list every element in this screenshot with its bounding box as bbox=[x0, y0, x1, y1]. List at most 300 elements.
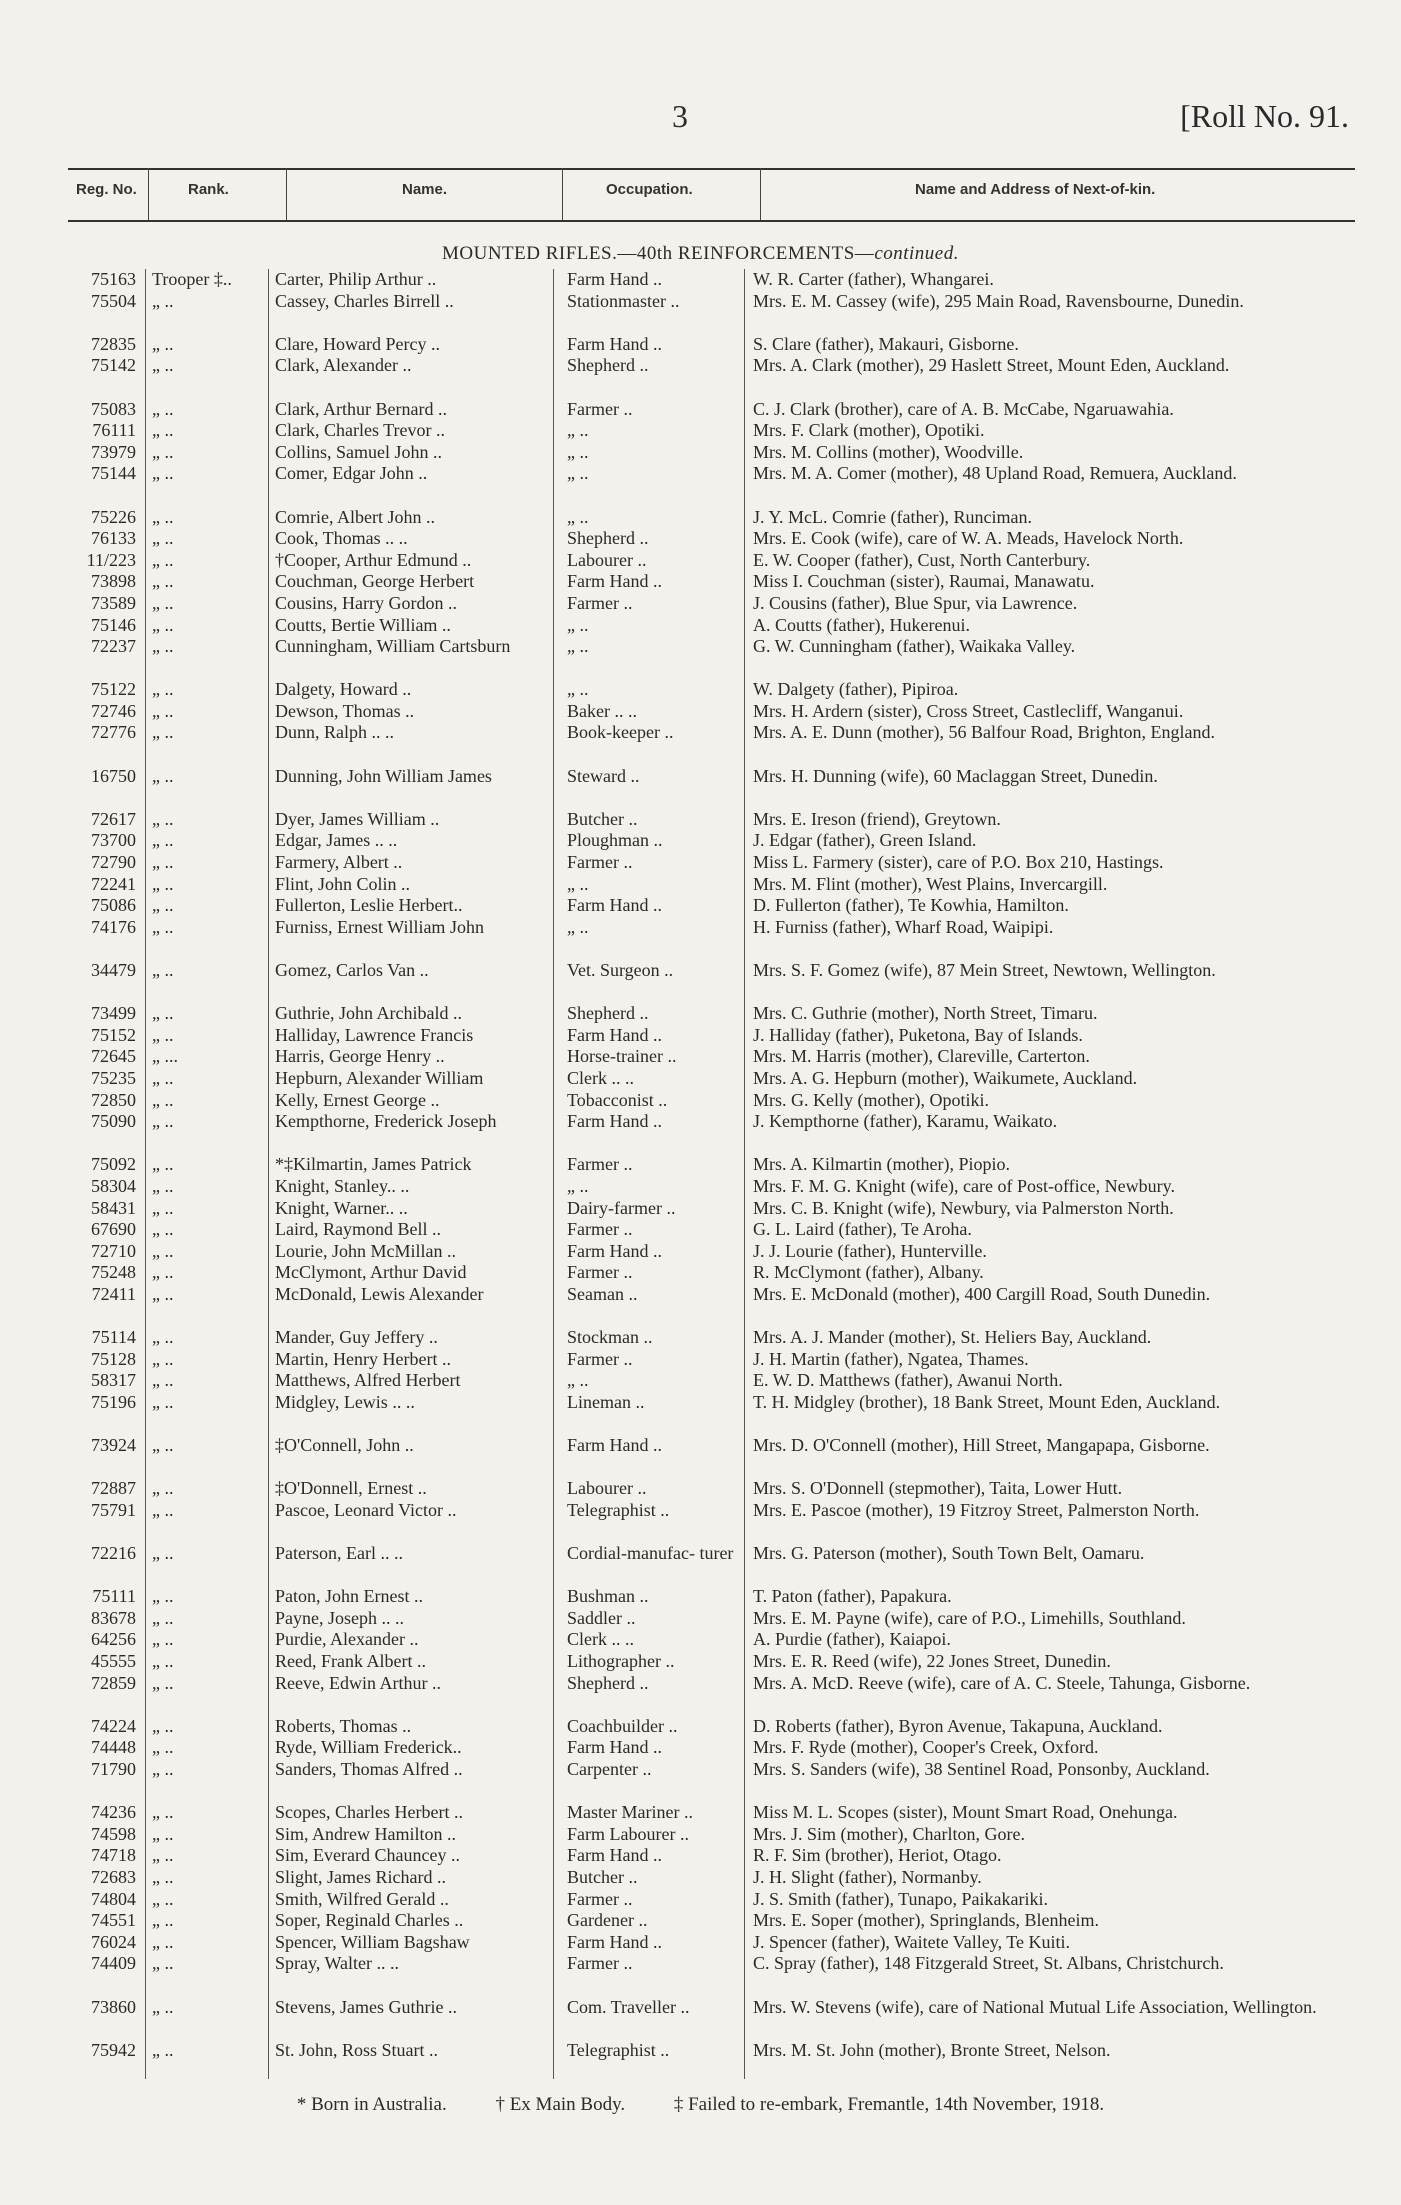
table-row bbox=[0, 420, 1401, 442]
reg-number: 73898 bbox=[91, 571, 136, 592]
next-of-kin: J. Edgar (father), Green Island. bbox=[753, 830, 977, 851]
table-row bbox=[0, 1953, 1401, 1996]
occupation: Cordial-manufac- turer bbox=[567, 1543, 734, 1564]
rank: „ .. bbox=[152, 830, 174, 851]
next-of-kin: Mrs. E. Ireson (friend), Greytown. bbox=[753, 808, 1001, 829]
table-row bbox=[0, 1651, 1401, 1673]
soldier-name: Cassey, Charles Birrell .. bbox=[275, 290, 454, 311]
rank: „ .. bbox=[152, 1197, 174, 1218]
table-row bbox=[0, 809, 1401, 831]
table-row bbox=[0, 1500, 1401, 1543]
reg-number: 75092 bbox=[91, 1154, 136, 1175]
reg-number: 75142 bbox=[91, 355, 136, 376]
occupation: Farm Hand .. bbox=[567, 1111, 662, 1132]
reg-number: 75791 bbox=[91, 1499, 136, 1520]
soldier-name: Hepburn, Alexander William bbox=[275, 1067, 484, 1088]
soldier-name: ‡O'Connell, John .. bbox=[275, 1435, 414, 1456]
reg-number: 75114 bbox=[91, 1327, 136, 1348]
rank: „ .. bbox=[152, 592, 174, 613]
table-row bbox=[0, 507, 1401, 529]
rank: „ .. bbox=[152, 1823, 174, 1844]
table-row bbox=[0, 895, 1401, 917]
soldier-name: Clark, Arthur Bernard .. bbox=[275, 398, 447, 419]
next-of-kin: A. Coutts (father), Hukerenui. bbox=[753, 614, 970, 635]
occupation: Telegraphist .. bbox=[567, 1499, 670, 1520]
occupation: Carpenter .. bbox=[567, 1758, 652, 1779]
occupation: Book-keeper .. bbox=[567, 722, 674, 743]
reg-number: 71790 bbox=[91, 1758, 136, 1779]
rank: „ .. bbox=[152, 1067, 174, 1088]
next-of-kin: Mrs. G. Kelly (mother), Opotiki. bbox=[753, 1089, 989, 1110]
next-of-kin: Mrs. E. Pascoe (mother), 19 Fitzroy Street, Palmerston North. bbox=[753, 1499, 1200, 1520]
table-row bbox=[0, 1910, 1401, 1932]
table-row bbox=[0, 1392, 1401, 1435]
reg-number: 75111 bbox=[92, 1586, 136, 1607]
rank: „ .. bbox=[152, 1651, 174, 1671]
occupation: Farm Hand .. bbox=[567, 333, 662, 354]
table-row bbox=[0, 355, 1401, 398]
rank: „ .. bbox=[152, 1175, 174, 1196]
reg-number: 72645 bbox=[91, 1046, 136, 1067]
occupation: Shepherd .. bbox=[567, 1672, 649, 1693]
header-reg-no: Reg. No. bbox=[76, 181, 137, 198]
table-row bbox=[0, 1867, 1401, 1889]
rank: „ .. bbox=[152, 700, 174, 721]
reg-number: 72887 bbox=[91, 1478, 136, 1499]
occupation: Horse-trainer .. bbox=[567, 1046, 677, 1067]
reg-number: 75504 bbox=[91, 290, 136, 311]
soldier-name: Dewson, Thomas .. bbox=[275, 700, 415, 721]
soldier-name: Flint, John Colin .. bbox=[275, 873, 411, 894]
rank: „ .. bbox=[152, 441, 174, 462]
next-of-kin: J. Cousins (father), Blue Spur, via Lawrence. bbox=[753, 592, 1078, 613]
reg-number: 72237 bbox=[91, 636, 136, 657]
next-of-kin: Mrs. F. Clark (mother), Opotiki. bbox=[753, 420, 985, 441]
next-of-kin: Mrs. M. Flint (mother), West Plains, Invercargill. bbox=[753, 873, 1108, 894]
next-of-kin: Mrs. M. Harris (mother), Clareville, Carterton. bbox=[753, 1046, 1090, 1067]
next-of-kin: Mrs. C. Guthrie (mother), North Street, Timaru. bbox=[753, 1003, 1098, 1024]
table-row bbox=[0, 399, 1401, 421]
next-of-kin: Miss L. Farmery (sister), care of P.O. Box 210, Hastings. bbox=[753, 852, 1164, 873]
table-row bbox=[0, 593, 1401, 615]
rank: „ .. bbox=[152, 1715, 174, 1736]
soldier-name: Harris, George Henry .. bbox=[275, 1046, 445, 1067]
rank: „ .. bbox=[152, 895, 174, 916]
table-row bbox=[0, 550, 1401, 572]
reg-number: 72216 bbox=[91, 1543, 136, 1564]
occupation: Saddler .. bbox=[567, 1607, 636, 1628]
rank: „ .. bbox=[152, 1737, 174, 1758]
soldier-name: Mander, Guy Jeffery .. bbox=[275, 1327, 438, 1348]
occupation: Farm Hand .. bbox=[567, 269, 662, 289]
reg-number: 75248 bbox=[91, 1262, 136, 1283]
rank: „ .. bbox=[152, 1478, 174, 1499]
header-name: Name. bbox=[402, 181, 448, 198]
soldier-name: Roberts, Thomas .. bbox=[275, 1715, 412, 1736]
footnotes bbox=[0, 2094, 1401, 2116]
next-of-kin: D. Roberts (father), Byron Avenue, Takapuna, Auckland. bbox=[753, 1715, 1163, 1736]
soldier-name: Sim, Everard Chauncey .. bbox=[275, 1845, 460, 1866]
table-row bbox=[0, 1629, 1401, 1651]
occupation: Dairy-farmer .. bbox=[567, 1197, 676, 1218]
next-of-kin: J. H. Martin (father), Ngatea, Thames. bbox=[753, 1348, 1029, 1369]
reg-number: 74448 bbox=[91, 1737, 136, 1758]
soldier-name: Midgley, Lewis .. .. bbox=[275, 1391, 415, 1412]
rank: „ .. bbox=[152, 916, 174, 937]
reg-number: 74804 bbox=[91, 1888, 136, 1909]
rank: „ .. bbox=[152, 1327, 174, 1348]
table-row bbox=[0, 1543, 1401, 1586]
occupation: Vet. Surgeon .. bbox=[567, 960, 674, 980]
next-of-kin: T. Paton (father), Papakura. bbox=[753, 1586, 952, 1607]
occupation: Coachbuilder .. bbox=[567, 1715, 678, 1736]
reg-number: 16750 bbox=[91, 765, 136, 786]
occupation: Clerk .. .. bbox=[567, 1067, 634, 1088]
rank: „ .. bbox=[152, 765, 174, 786]
occupation: Labourer .. bbox=[567, 1478, 647, 1499]
reg-number: 72746 bbox=[91, 700, 136, 721]
soldier-name: Pascoe, Leonard Victor .. bbox=[275, 1499, 457, 1520]
table-row bbox=[0, 2040, 1401, 2062]
next-of-kin: H. Furniss (father), Wharf Road, Waipipi. bbox=[753, 916, 1054, 937]
soldier-name: Dunning, John William James bbox=[275, 765, 492, 786]
reg-number: 75086 bbox=[91, 895, 136, 916]
reg-number: 75122 bbox=[91, 679, 136, 700]
header-occupation: Occupation. bbox=[606, 181, 693, 198]
next-of-kin: J. S. Smith (father), Tunapo, Paikakariki. bbox=[753, 1888, 1048, 1909]
soldier-name: Matthews, Alfred Herbert bbox=[275, 1370, 461, 1391]
reg-number: 58317 bbox=[91, 1370, 136, 1391]
rank: „ .. bbox=[152, 1391, 174, 1412]
reg-number: 75152 bbox=[91, 1024, 136, 1045]
soldier-name: Cousins, Harry Gordon .. bbox=[275, 592, 457, 613]
table-row bbox=[0, 1327, 1401, 1349]
table-row bbox=[0, 463, 1401, 506]
reg-number: 75163 bbox=[91, 269, 136, 289]
next-of-kin: Mrs. A. G. Hepburn (mother), Waikumete, Auckland. bbox=[753, 1067, 1138, 1088]
soldier-name: Cunningham, William Cartsburn bbox=[275, 636, 511, 657]
soldier-name: †Cooper, Arthur Edmund .. bbox=[275, 549, 472, 570]
soldier-name: Guthrie, John Archibald .. bbox=[275, 1003, 462, 1024]
next-of-kin: Mrs. H. Dunning (wife), 60 Maclaggan Street, Dunedin. bbox=[753, 765, 1158, 786]
next-of-kin: Mrs. M. Collins (mother), Woodville. bbox=[753, 441, 1024, 462]
rank: „ .. bbox=[152, 1262, 174, 1283]
rank: „ .. bbox=[152, 1283, 174, 1304]
section-title-continued: continued. bbox=[874, 243, 959, 264]
rank: „ .. bbox=[152, 420, 174, 441]
next-of-kin: T. H. Midgley (brother), 18 Bank Street, Mount Eden, Auckland. bbox=[753, 1391, 1221, 1412]
next-of-kin: R. F. Sim (brother), Heriot, Otago. bbox=[753, 1845, 1002, 1866]
table-row bbox=[0, 269, 1401, 291]
soldier-name: Kelly, Ernest George .. bbox=[275, 1089, 440, 1110]
next-of-kin: C. Spray (father), 148 Fitzgerald Street, St. Albans, Christchurch. bbox=[753, 1953, 1224, 1974]
soldier-name: Ryde, William Frederick.. bbox=[275, 1737, 462, 1758]
soldier-name: Purdie, Alexander .. bbox=[275, 1629, 419, 1650]
roll-number: [Roll No. 91. bbox=[1180, 98, 1349, 134]
next-of-kin: W. Dalgety (father), Pipiroa. bbox=[753, 679, 959, 700]
reg-number: 73979 bbox=[91, 441, 136, 462]
reg-number: 75090 bbox=[91, 1111, 136, 1132]
rank: „ .. bbox=[152, 1111, 174, 1132]
table-row bbox=[0, 1435, 1401, 1478]
next-of-kin: R. McClymont (father), Albany. bbox=[753, 1262, 984, 1283]
reg-number: 73860 bbox=[91, 1996, 136, 2017]
occupation: Farm Labourer .. bbox=[567, 1823, 689, 1844]
next-of-kin: J. H. Slight (father), Normanby. bbox=[753, 1866, 982, 1887]
reg-number: 74718 bbox=[91, 1845, 136, 1866]
reg-number: 34479 bbox=[91, 960, 136, 980]
rank: „ .. bbox=[152, 1089, 174, 1110]
occupation: Baker .. .. bbox=[567, 700, 637, 721]
next-of-kin: Mrs. W. Stevens (wife), care of National Mutual Life Association, Wellington. bbox=[753, 1996, 1317, 2017]
next-of-kin: Mrs. M. St. John (mother), Bronte Street, Nelson. bbox=[753, 2039, 1111, 2060]
soldier-name: Slight, James Richard .. bbox=[275, 1866, 446, 1887]
reg-number: 75128 bbox=[91, 1348, 136, 1369]
rank: „ .. bbox=[152, 873, 174, 894]
next-of-kin: Mrs. M. A. Comer (mother), 48 Upland Road, Remuera, Auckland. bbox=[753, 463, 1237, 484]
next-of-kin: Miss M. L. Scopes (sister), Mount Smart Road, Onehunga. bbox=[753, 1802, 1178, 1823]
table-row bbox=[0, 852, 1401, 874]
header-divider bbox=[286, 168, 287, 221]
reg-number: 75226 bbox=[91, 506, 136, 527]
occupation: Stockman .. bbox=[567, 1327, 653, 1348]
rank: „ .. bbox=[152, 1953, 174, 1974]
header-rank: Rank. bbox=[188, 181, 229, 198]
reg-number: 72617 bbox=[91, 808, 136, 829]
next-of-kin: Mrs. A. Kilmartin (mother), Piopio. bbox=[753, 1154, 1010, 1175]
rank: „ .. bbox=[152, 1154, 174, 1175]
next-of-kin: C. J. Clark (brother), care of A. B. McCabe, Ngaruawahia. bbox=[753, 398, 1174, 419]
occupation: Farmer .. bbox=[567, 398, 633, 419]
soldier-name: Kempthorne, Frederick Joseph bbox=[275, 1111, 497, 1132]
soldier-name: Scopes, Charles Herbert .. bbox=[275, 1802, 463, 1823]
rank: „ .. bbox=[152, 614, 174, 635]
table-row bbox=[0, 1090, 1401, 1112]
occupation: „ .. bbox=[567, 441, 589, 462]
table-row bbox=[0, 701, 1401, 723]
reg-number: 72850 bbox=[91, 1089, 136, 1110]
next-of-kin: Mrs. A. Clark (mother), 29 Haslett Street, Mount Eden, Auckland. bbox=[753, 355, 1230, 376]
soldier-name: Clare, Howard Percy .. bbox=[275, 333, 440, 354]
table-row bbox=[0, 571, 1401, 593]
reg-number: 76111 bbox=[92, 420, 136, 441]
occupation: Farm Hand .. bbox=[567, 571, 662, 592]
rank: „ .. bbox=[152, 1672, 174, 1693]
next-of-kin: Mrs. G. Paterson (mother), South Town Belt, Oamaru. bbox=[753, 1543, 1145, 1564]
reg-number: 72710 bbox=[91, 1240, 136, 1261]
occupation: „ .. bbox=[567, 679, 589, 700]
next-of-kin: A. Purdie (father), Kaiapoi. bbox=[753, 1629, 951, 1650]
table-row bbox=[0, 1219, 1401, 1241]
occupation: „ .. bbox=[567, 916, 589, 937]
occupation: Farmer .. bbox=[567, 1348, 633, 1369]
occupation: Labourer .. bbox=[567, 549, 647, 570]
occupation: Ploughman .. bbox=[567, 830, 663, 851]
soldier-name: Farmery, Albert .. bbox=[275, 852, 403, 873]
soldier-name: Clark, Charles Trevor .. bbox=[275, 420, 445, 441]
rank: „ .. bbox=[152, 333, 174, 354]
rank: „ .. bbox=[152, 549, 174, 570]
table-row bbox=[0, 1608, 1401, 1630]
occupation: Farmer .. bbox=[567, 1154, 633, 1175]
rank: „ .. bbox=[152, 1024, 174, 1045]
rank: „ .. bbox=[152, 355, 174, 376]
occupation: Farmer .. bbox=[567, 1219, 633, 1240]
next-of-kin: Mrs. E. M. Payne (wife), care of P.O., Limehills, Southland. bbox=[753, 1607, 1186, 1628]
next-of-kin: Mrs. E. M. Cassey (wife), 295 Main Road, Ravensbourne, Dunedin. bbox=[753, 290, 1244, 311]
rank: „ .. bbox=[152, 679, 174, 700]
table-row bbox=[0, 1025, 1401, 1047]
occupation: Master Mariner .. bbox=[567, 1802, 693, 1823]
reg-number: 73499 bbox=[91, 1003, 136, 1024]
header-next-of-kin: Name and Address of Next-of-kin. bbox=[915, 181, 1156, 198]
soldier-name: Cook, Thomas .. .. bbox=[275, 528, 408, 549]
next-of-kin: W. R. Carter (father), Whangarei. bbox=[753, 269, 994, 289]
reg-number: 76024 bbox=[91, 1931, 136, 1952]
next-of-kin: Mrs. A. McD. Reeve (wife), care of A. C. Steele, Tahunga, Gisborne. bbox=[753, 1672, 1251, 1693]
next-of-kin: G. L. Laird (father), Te Aroha. bbox=[753, 1219, 972, 1240]
next-of-kin: J. Y. McL. Comrie (father), Runciman. bbox=[753, 506, 1032, 527]
occupation: Farmer .. bbox=[567, 852, 633, 873]
soldier-name: Edgar, James .. .. bbox=[275, 830, 398, 851]
next-of-kin: Miss I. Couchman (sister), Raumai, Manawatu. bbox=[753, 571, 1095, 592]
table-row bbox=[0, 1932, 1401, 1954]
table-row bbox=[0, 1845, 1401, 1867]
next-of-kin: Mrs. E. Soper (mother), Springlands, Blenheim. bbox=[753, 1910, 1099, 1931]
occupation: „ .. bbox=[567, 1370, 589, 1391]
next-of-kin: S. Clare (father), Makauri, Gisborne. bbox=[753, 333, 1019, 354]
next-of-kin: Mrs. A. J. Mander (mother), St. Heliers Bay, Auckland. bbox=[753, 1327, 1152, 1348]
occupation: Com. Traveller .. bbox=[567, 1996, 690, 2017]
soldier-name: Clark, Alexander .. bbox=[275, 355, 412, 376]
occupation: Shepherd .. bbox=[567, 1003, 649, 1024]
soldier-name: Paterson, Earl .. .. bbox=[275, 1543, 403, 1564]
rank: „ .. bbox=[152, 1845, 174, 1866]
rank: „ .. bbox=[152, 722, 174, 743]
soldier-name: Soper, Reginald Charles .. bbox=[275, 1910, 464, 1931]
reg-number: 58431 bbox=[91, 1197, 136, 1218]
rank: „ .. bbox=[152, 1586, 174, 1607]
soldier-name: Reed, Frank Albert .. bbox=[275, 1651, 426, 1671]
soldier-name: Dunn, Ralph .. .. bbox=[275, 722, 394, 743]
reg-number: 72411 bbox=[91, 1283, 136, 1304]
reg-number: 75942 bbox=[91, 2039, 136, 2060]
table-row bbox=[0, 830, 1401, 852]
occupation: Steward .. bbox=[567, 765, 640, 786]
table-row bbox=[0, 1046, 1401, 1068]
section-title-text: MOUNTED RIFLES.—40th REINFORCEMENTS— bbox=[441, 243, 875, 264]
next-of-kin: Mrs. J. Sim (mother), Charlton, Gore. bbox=[753, 1823, 1025, 1844]
next-of-kin: Mrs. E. R. Reed (wife), 22 Jones Street, Dunedin. bbox=[753, 1651, 1111, 1671]
soldier-name: Couchman, George Herbert bbox=[275, 571, 475, 592]
table-row bbox=[0, 1176, 1401, 1198]
soldier-name: Coutts, Bertie William .. bbox=[275, 614, 451, 635]
table-row bbox=[0, 1802, 1401, 1824]
occupation: Farm Hand .. bbox=[567, 1931, 662, 1952]
rank: „ .. bbox=[152, 808, 174, 829]
reg-number: 75083 bbox=[91, 398, 136, 419]
reg-number: 74224 bbox=[91, 1715, 136, 1736]
table-row bbox=[0, 442, 1401, 464]
table-row bbox=[0, 960, 1401, 1003]
rank: „ .. bbox=[152, 1370, 174, 1391]
occupation: „ .. bbox=[567, 873, 589, 894]
rank: „ .. bbox=[152, 506, 174, 527]
table-row bbox=[0, 1262, 1401, 1284]
next-of-kin: J. Spencer (father), Waitete Valley, Te Kuiti. bbox=[753, 1931, 1071, 1952]
soldier-name: Smith, Wilfred Gerald .. bbox=[275, 1888, 449, 1909]
rank: „ .. bbox=[152, 1003, 174, 1024]
occupation: „ .. bbox=[567, 420, 589, 441]
section-title bbox=[0, 243, 1401, 265]
reg-number: 74236 bbox=[91, 1802, 136, 1823]
occupation: Lineman .. bbox=[567, 1391, 645, 1412]
occupation: „ .. bbox=[567, 614, 589, 635]
table-row bbox=[0, 1111, 1401, 1154]
occupation: Farm Hand .. bbox=[567, 895, 662, 916]
soldier-name: Lourie, John McMillan .. bbox=[275, 1240, 456, 1261]
reg-number: 74176 bbox=[91, 916, 136, 937]
soldier-name: Spencer, William Bagshaw bbox=[275, 1931, 470, 1952]
rank: „ .. bbox=[152, 571, 174, 592]
reg-number: 74598 bbox=[91, 1823, 136, 1844]
table-row bbox=[0, 1737, 1401, 1759]
soldier-name: Knight, Stanley.. .. bbox=[275, 1175, 410, 1196]
table-row bbox=[0, 1154, 1401, 1176]
reg-number: 72859 bbox=[91, 1672, 136, 1693]
occupation: „ .. bbox=[567, 636, 589, 657]
reg-number: 75144 bbox=[91, 463, 136, 484]
table-row bbox=[0, 1198, 1401, 1220]
reg-number: 75196 bbox=[91, 1391, 136, 1412]
reg-number: 73924 bbox=[91, 1435, 136, 1456]
soldier-name: Payne, Joseph .. .. bbox=[275, 1607, 404, 1628]
soldier-name: McClymont, Arthur David bbox=[275, 1262, 467, 1283]
rank: Trooper ‡.. bbox=[152, 269, 232, 289]
reg-number: 67690 bbox=[91, 1219, 136, 1240]
soldier-name: Laird, Raymond Bell .. bbox=[275, 1219, 441, 1240]
header-rule-top bbox=[68, 168, 1355, 170]
occupation: Farmer .. bbox=[567, 1262, 633, 1283]
rank: „ .. bbox=[152, 1802, 174, 1823]
roll-table bbox=[0, 269, 1401, 2061]
occupation: Butcher .. bbox=[567, 1866, 638, 1887]
occupation: Butcher .. bbox=[567, 808, 638, 829]
reg-number: 74409 bbox=[91, 1953, 136, 1974]
occupation: „ .. bbox=[567, 463, 589, 484]
occupation: Farm Hand .. bbox=[567, 1024, 662, 1045]
next-of-kin: E. W. D. Matthews (father), Awanui North. bbox=[753, 1370, 1063, 1391]
soldier-name: Collins, Samuel John .. bbox=[275, 441, 443, 462]
next-of-kin: D. Fullerton (father), Te Kowhia, Hamilton. bbox=[753, 895, 1069, 916]
header-rule-bottom bbox=[68, 220, 1355, 222]
next-of-kin: Mrs. F. M. G. Knight (wife), care of Post-office, Newbury. bbox=[753, 1175, 1175, 1196]
rank: „ .. bbox=[152, 1435, 174, 1456]
occupation: Shepherd .. bbox=[567, 355, 649, 376]
footnote-born-australia: * Born in Australia. bbox=[296, 2094, 447, 2115]
soldier-name: ‡O'Donnell, Ernest .. bbox=[275, 1478, 427, 1499]
reg-number: 45555 bbox=[91, 1651, 136, 1671]
soldier-name: Carter, Philip Arthur .. bbox=[275, 269, 437, 289]
rank: „ .. bbox=[152, 1910, 174, 1931]
rank: „ .. bbox=[152, 1866, 174, 1887]
reg-number: 83678 bbox=[91, 1607, 136, 1628]
table-row bbox=[0, 766, 1401, 809]
occupation: Telegraphist .. bbox=[567, 2039, 670, 2060]
soldier-name: Stevens, James Guthrie .. bbox=[275, 1996, 457, 2017]
soldier-name: Sanders, Thomas Alfred .. bbox=[275, 1758, 463, 1779]
occupation: Shepherd .. bbox=[567, 528, 649, 549]
